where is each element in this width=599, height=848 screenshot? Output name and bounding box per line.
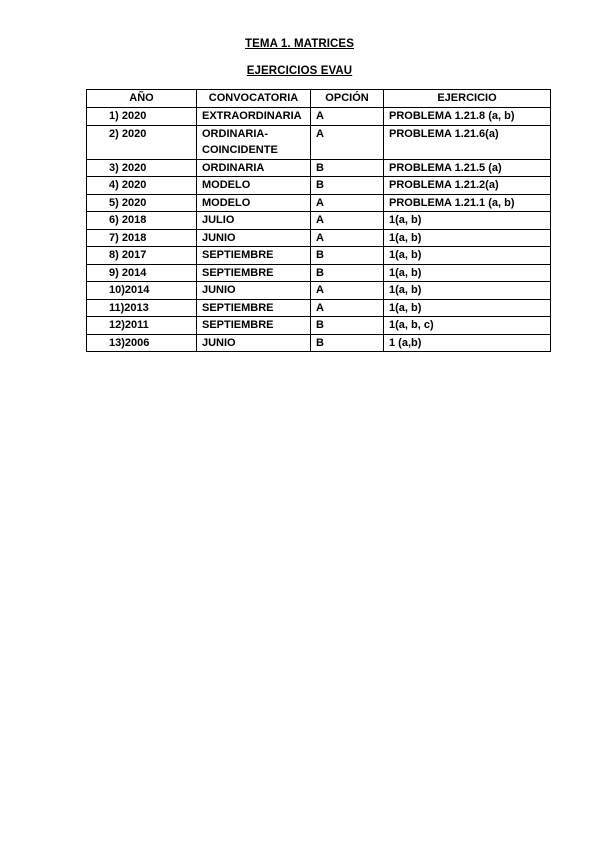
cell-ejercicio: 1(a, b) (384, 282, 551, 300)
table-row (87, 125, 551, 159)
cell-year: 4) 2020 (87, 177, 197, 195)
cell-year: 11)2013 (87, 299, 197, 317)
cell-opcion: A (311, 282, 384, 300)
cell-ejercicio: 1(a, b) (384, 212, 551, 230)
table-row (87, 299, 551, 317)
table-row (87, 159, 551, 177)
cell-opcion: A (311, 125, 384, 159)
cell-convocatoria: SEPTIEMBRE (197, 264, 311, 282)
cell-year: 8) 2017 (87, 247, 197, 265)
cell-convocatoria: SEPTIEMBRE (197, 317, 311, 335)
cell-ejercicio: 1(a, b) (384, 264, 551, 282)
cell-year: 13)2006 (87, 334, 197, 352)
cell-convocatoria: EXTRAORDINARIA (197, 108, 311, 126)
header-year: AÑO (87, 90, 197, 108)
cell-opcion: B (311, 317, 384, 335)
cell-year: 5) 2020 (87, 194, 197, 212)
cell-convocatoria: SEPTIEMBRE (197, 247, 311, 265)
cell-ejercicio: PROBLEMA 1.21.6(a) (384, 125, 551, 159)
table-row (87, 108, 551, 126)
cell-ejercicio: 1 (a,b) (384, 334, 551, 352)
cell-year: 3) 2020 (87, 159, 197, 177)
cell-convocatoria: SEPTIEMBRE (197, 299, 311, 317)
table-header-row (87, 90, 551, 108)
cell-opcion: A (311, 299, 384, 317)
cell-ejercicio: 1(a, b) (384, 299, 551, 317)
cell-opcion: B (311, 247, 384, 265)
exercises-table (86, 89, 551, 352)
table-row (87, 317, 551, 335)
table-row (87, 264, 551, 282)
cell-year: 9) 2014 (87, 264, 197, 282)
cell-year: 7) 2018 (87, 229, 197, 247)
table-row (87, 334, 551, 352)
cell-ejercicio: PROBLEMA 1.21.1 (a, b) (384, 194, 551, 212)
cell-opcion: B (311, 264, 384, 282)
cell-opcion: B (311, 334, 384, 352)
cell-opcion: A (311, 212, 384, 230)
page-subtitle: EJERCICIOS EVAU (246, 65, 353, 77)
cell-ejercicio: 1(a, b) (384, 247, 551, 265)
table-row (87, 229, 551, 247)
table-row (87, 247, 551, 265)
table-row (87, 212, 551, 230)
table-row (87, 194, 551, 212)
cell-convocatoria: JUNIO (197, 229, 311, 247)
cell-year: 2) 2020 (87, 125, 197, 159)
cell-convocatoria: JULIO (197, 212, 311, 230)
table-row (87, 177, 551, 195)
cell-year: 6) 2018 (87, 212, 197, 230)
header-opcion: OPCIÓN (311, 90, 384, 108)
cell-ejercicio: PROBLEMA 1.21.8 (a, b) (384, 108, 551, 126)
cell-convocatoria: MODELO (197, 177, 311, 195)
cell-ejercicio: 1(a, b, c) (384, 317, 551, 335)
cell-opcion: B (311, 177, 384, 195)
page-title: TEMA 1. MATRICES (245, 38, 354, 50)
cell-opcion: A (311, 229, 384, 247)
cell-ejercicio: PROBLEMA 1.21.5 (a) (384, 159, 551, 177)
cell-year: 10)2014 (87, 282, 197, 300)
cell-ejercicio: 1(a, b) (384, 229, 551, 247)
header-ejercicio: EJERCICIO (384, 90, 551, 108)
cell-convocatoria: JUNIO (197, 334, 311, 352)
cell-year: 1) 2020 (87, 108, 197, 126)
cell-convocatoria: JUNIO (197, 282, 311, 300)
cell-opcion: A (311, 194, 384, 212)
cell-convocatoria: ORDINARIA-COINCIDENTE (197, 125, 311, 159)
cell-convocatoria: ORDINARIA (197, 159, 311, 177)
cell-ejercicio: PROBLEMA 1.21.2(a) (384, 177, 551, 195)
cell-opcion: A (311, 108, 384, 126)
cell-year: 12)2011 (87, 317, 197, 335)
table-row (87, 282, 551, 300)
header-convocatoria: CONVOCATORIA (197, 90, 311, 108)
cell-opcion: B (311, 159, 384, 177)
cell-convocatoria: MODELO (197, 194, 311, 212)
